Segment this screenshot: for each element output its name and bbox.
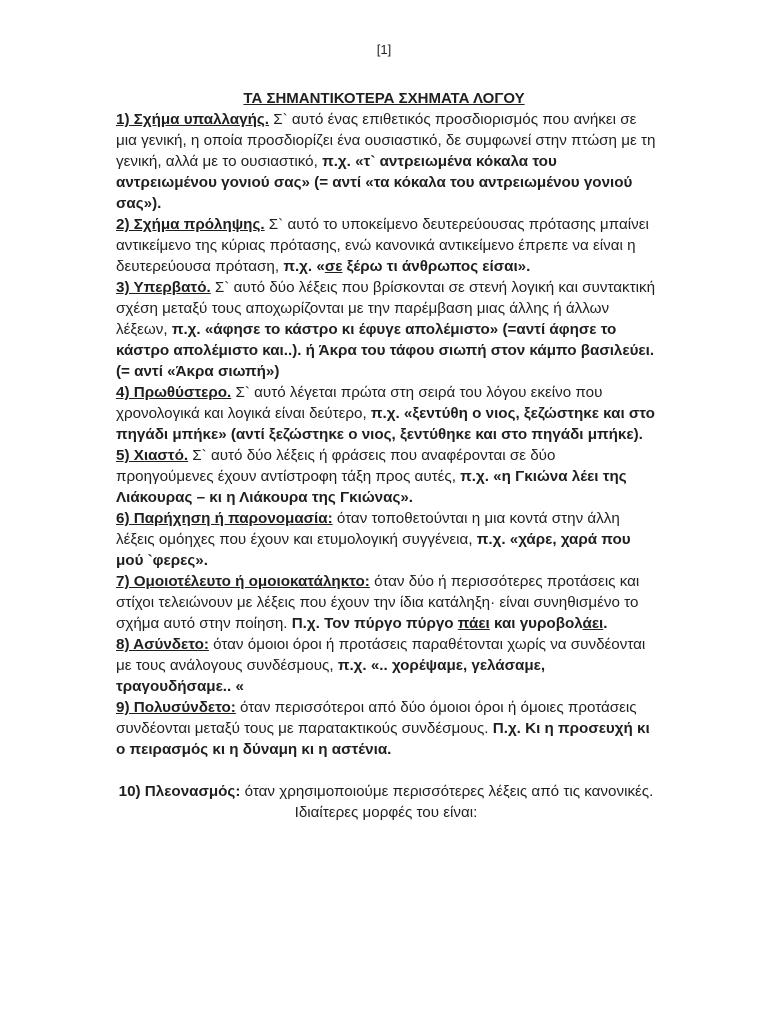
item-2-example-pre: π.χ. « (283, 258, 325, 275)
item-7-example-a: Π.χ. Τον πύργο πύργο (291, 615, 458, 632)
page-title: ΤΑ ΣΗΜΑΝΤΙΚΟΤΕΡΑ ΣΧΗΜΑΤΑ ΛΟΓΟΥ (243, 90, 525, 107)
item-3 (116, 277, 656, 382)
item-7-example-c: . (603, 615, 608, 632)
item-4-example: π.χ. «ξεντύθη ο νιος, ξεζώστηκε και στο πηγάδι μπήκε» (αντί ξεζώστηκε ο νιος, ξεντύθηκε και στο πηγάδι μπήκε). (116, 405, 655, 443)
item-2-example-post: ξέρω τι άνθρωπος είσαι». (342, 258, 531, 275)
item-9-heading: 9) Πολυσύνδετο: (116, 699, 236, 716)
item-7-example-underlined-2: άει (582, 615, 604, 632)
item-5-heading: 5) Χιαστό. (116, 447, 189, 464)
item-7 (116, 571, 656, 634)
item-7-heading: 7) Ομοιοτέλευτο ή ομοιοκατάληκτο: (116, 573, 370, 590)
item-5 (116, 445, 656, 508)
item-2 (116, 214, 656, 277)
item-10-text: όταν χρησιμοποιούμε περισσότερες λέξεις από τις κανονικές. Ιδιαίτερες μορφές του είναι: (240, 783, 654, 821)
item-6 (116, 508, 656, 571)
item-6-example: π.χ. «χάρε, χαρά που μού `φερες». (116, 531, 631, 569)
item-4-text: Σ` αυτό λέγεται πρώτα στη σειρά του λόγου εκείνο που χρονολογικά και λογικά είναι δεύτερο, (116, 384, 603, 422)
item-9-example: Π.χ. Κι η προσευχή κι ο πειρασμός κι η δύναμη κι η αστένια. (116, 720, 650, 758)
item-1-text: Σ` αυτό ένας επιθετικός προσδιορισμός που ανήκει σε μια γενική, η οποία προσδιορίζει ένα ουσιαστικό, δε συμφωνεί στην πτώση με τη γενική, αλλά με το ουσιαστικό, (116, 111, 656, 170)
item-6-text: όταν τοποθετούνται η μια κοντά στην άλλη λέξεις ομόηχες που έχουν και ετυμολογική συγγένεια, (116, 510, 620, 548)
item-7-text: όταν δύο ή περισσότερες προτάσεις και στίχοι τελειώνουν με λέξεις που έχουν την ίδια κατάληξη· είναι συνηθισμένο το σχήμα αυτό στην ποίηση. (116, 573, 640, 632)
item-4 (116, 382, 656, 445)
item-2-example-underlined: σε (324, 258, 343, 275)
item-5-text: Σ` αυτό δύο λέξεις ή φράσεις που αναφέρονται σε δύο προηγούμενες έχουν αντίστροφη τάξη προς αυτές, (116, 447, 556, 485)
item-5-example: π.χ. «η Γκιώνα λέει της Λιάκουρας – κι η Λιάκουρα της Γκιώνας». (116, 468, 627, 506)
item-10-heading: 10) Πλεονασμός: (118, 783, 241, 800)
page-number: [1] (376, 42, 392, 57)
item-8-text: όταν όμοιοι όροι ή προτάσεις παραθέτονται χωρίς να συνδέονται με τους ανάλογους συνδέσμους, (116, 636, 646, 674)
item-9 (116, 697, 656, 760)
item-7-example-underlined-1: πάει (457, 615, 490, 632)
item-3-heading: 3) Υπερβατό. (116, 279, 211, 296)
item-2-heading: 2) Σχήμα πρόληψης. (116, 216, 265, 233)
item-8 (116, 634, 656, 697)
item-4-heading: 4) Πρωθύστερο. (116, 384, 232, 401)
item-1 (116, 109, 656, 214)
item-8-heading: 8) Ασύνδετο: (116, 636, 209, 653)
item-1-example: π.χ. «τ` αντρειωμένα κόκαλα του αντρειωμένου γονιού σας» (= αντί «τα κόκαλα του αντρειωμένου γονιού σας»). (116, 153, 633, 212)
item-7-example-b: και γυροβολ (489, 615, 583, 632)
item-9-text: όταν περισσότεροι από δύο όμοιοι όροι ή όμοιες προτάσεις συνδέονται μεταξύ τους με παρατακτικούς συνδέσμους. (116, 699, 637, 737)
item-8-example: π.χ. «.. χορέψαμε, γελάσαμε, τραγουδήσαμε.. « (116, 657, 546, 695)
item-2-text: Σ` αυτό το υποκείμενο δευτερεύουσας πρότασης μπαίνει αντικείμενο της κύριας πρότασης, ενώ κανονικά αντικείμενο έπρεπε να είναι η δευτερεύουσα πρόταση, (116, 216, 649, 275)
document-body (116, 109, 656, 823)
paragraph-gap (116, 760, 656, 781)
item-3-text: Σ` αυτό δύο λέξεις που βρίσκονται σε στενή λογική και συντακτική σχέση μεταξύ τους αποχωρίζονται με την παρέμβαση μιας άλλης ή άλλων λέξεων, (116, 279, 656, 338)
item-6-heading: 6) Παρήχηση ή παρονομασία: (116, 510, 333, 527)
item-1-heading: 1) Σχήμα υπαλλαγής. (116, 111, 269, 128)
item-10 (116, 781, 656, 823)
item-3-example: π.χ. «άφησε το κάστρο κι έφυγε απολέμιστο» (=αντί άφησε το κάστρο απολέμιστο και..). ή Άκρα του τάφου σιωπή στον κάμπο βασιλεύει.(= αντί «Άκρα σιωπή») (116, 321, 655, 380)
